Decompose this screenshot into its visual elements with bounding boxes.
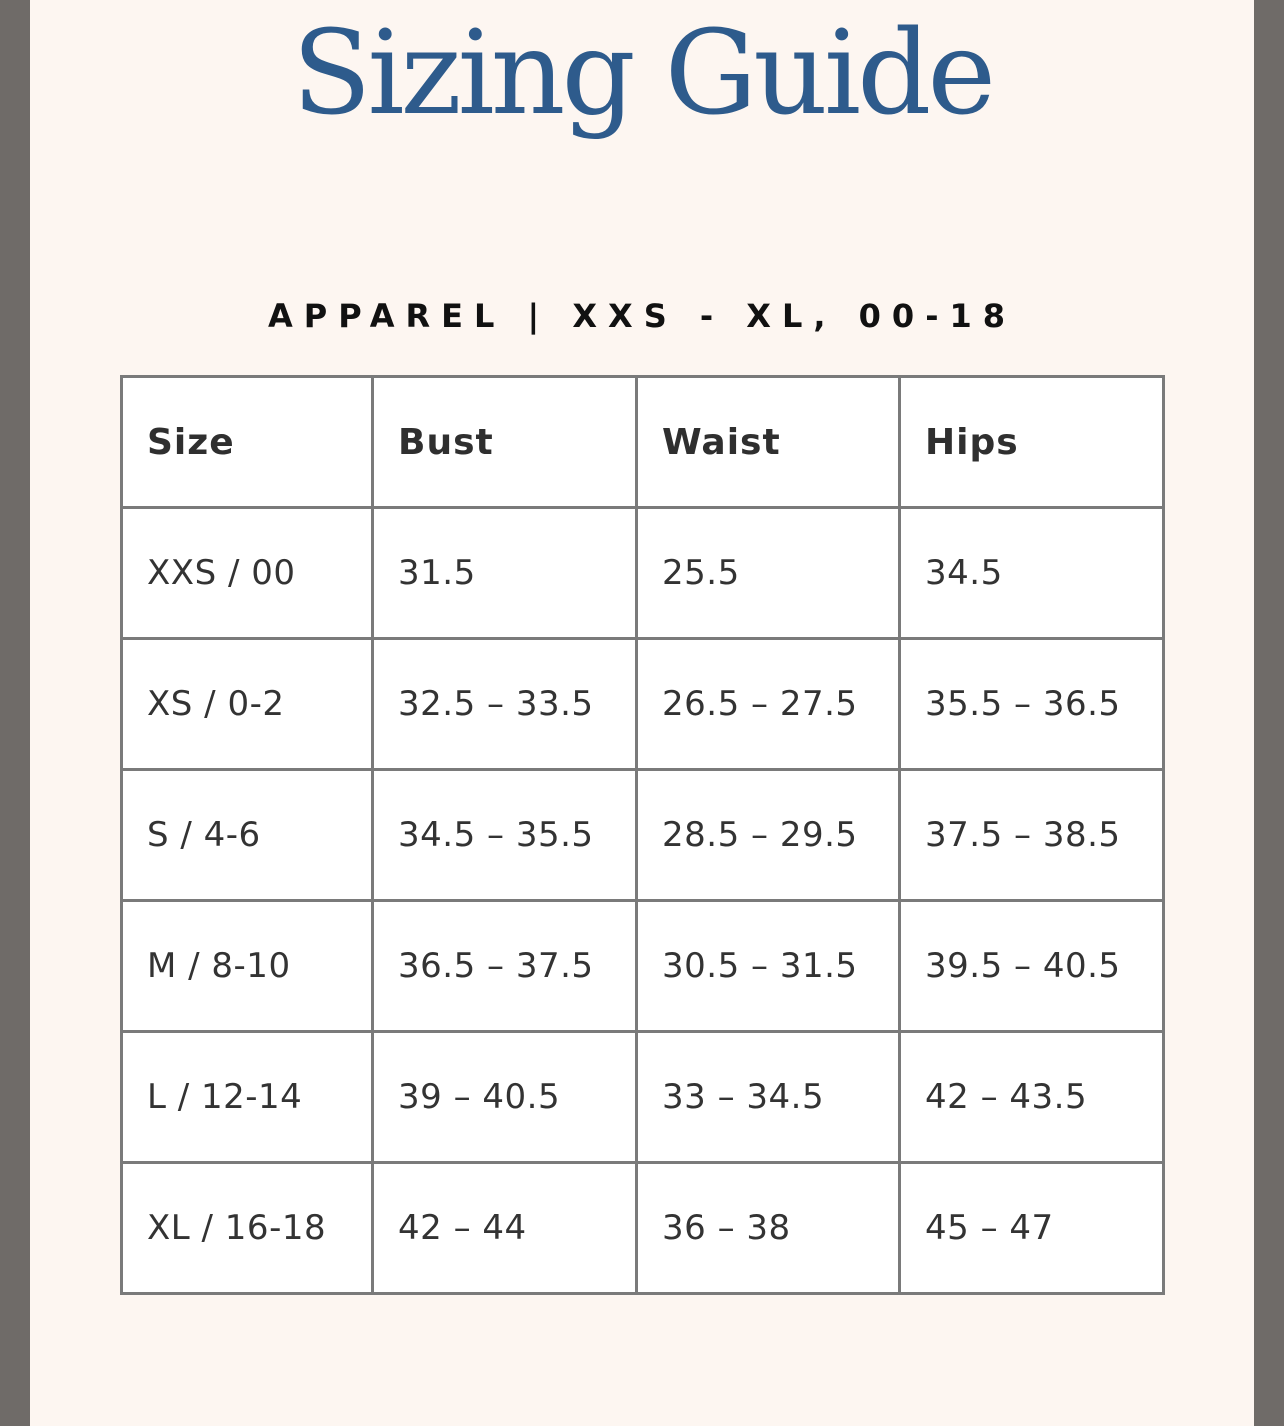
table-row <box>122 901 1164 1032</box>
right-edge-background <box>1254 0 1284 1426</box>
page-title: Sizing Guide <box>292 6 992 141</box>
cell-waist: 26.5 – 27.5 <box>637 639 900 770</box>
header-waist: Waist <box>637 377 900 508</box>
cell-bust: 32.5 – 33.5 <box>373 639 637 770</box>
header-hips: Hips <box>900 377 1164 508</box>
cell-bust: 39 – 40.5 <box>373 1032 637 1163</box>
apparel-size-range-heading: APPAREL | XXS - XL, 00-18 <box>267 297 1016 335</box>
cell-hips: 35.5 – 36.5 <box>900 639 1164 770</box>
cell-size: XS / 0-2 <box>122 639 373 770</box>
header-bust: Bust <box>373 377 637 508</box>
table-row <box>122 1032 1164 1163</box>
table-row <box>122 639 1164 770</box>
cell-hips: 45 – 47 <box>900 1163 1164 1294</box>
table-header-row <box>122 377 1164 508</box>
cell-size: S / 4-6 <box>122 770 373 901</box>
cell-hips: 34.5 <box>900 508 1164 639</box>
table-row <box>122 770 1164 901</box>
cell-size: M / 8-10 <box>122 901 373 1032</box>
cell-bust: 31.5 <box>373 508 637 639</box>
cell-size: XXS / 00 <box>122 508 373 639</box>
cell-waist: 33 – 34.5 <box>637 1032 900 1163</box>
cell-waist: 30.5 – 31.5 <box>637 901 900 1032</box>
cell-hips: 42 – 43.5 <box>900 1032 1164 1163</box>
cell-size: XL / 16-18 <box>122 1163 373 1294</box>
sizing-table <box>120 375 1165 1295</box>
cell-waist: 36 – 38 <box>637 1163 900 1294</box>
table-row <box>122 1163 1164 1294</box>
cell-size: L / 12-14 <box>122 1032 373 1163</box>
table-row <box>122 508 1164 639</box>
cell-bust: 34.5 – 35.5 <box>373 770 637 901</box>
header-size: Size <box>122 377 373 508</box>
cell-bust: 36.5 – 37.5 <box>373 901 637 1032</box>
cell-hips: 37.5 – 38.5 <box>900 770 1164 901</box>
cell-bust: 42 – 44 <box>373 1163 637 1294</box>
cell-waist: 28.5 – 29.5 <box>637 770 900 901</box>
cell-hips: 39.5 – 40.5 <box>900 901 1164 1032</box>
cell-waist: 25.5 <box>637 508 900 639</box>
